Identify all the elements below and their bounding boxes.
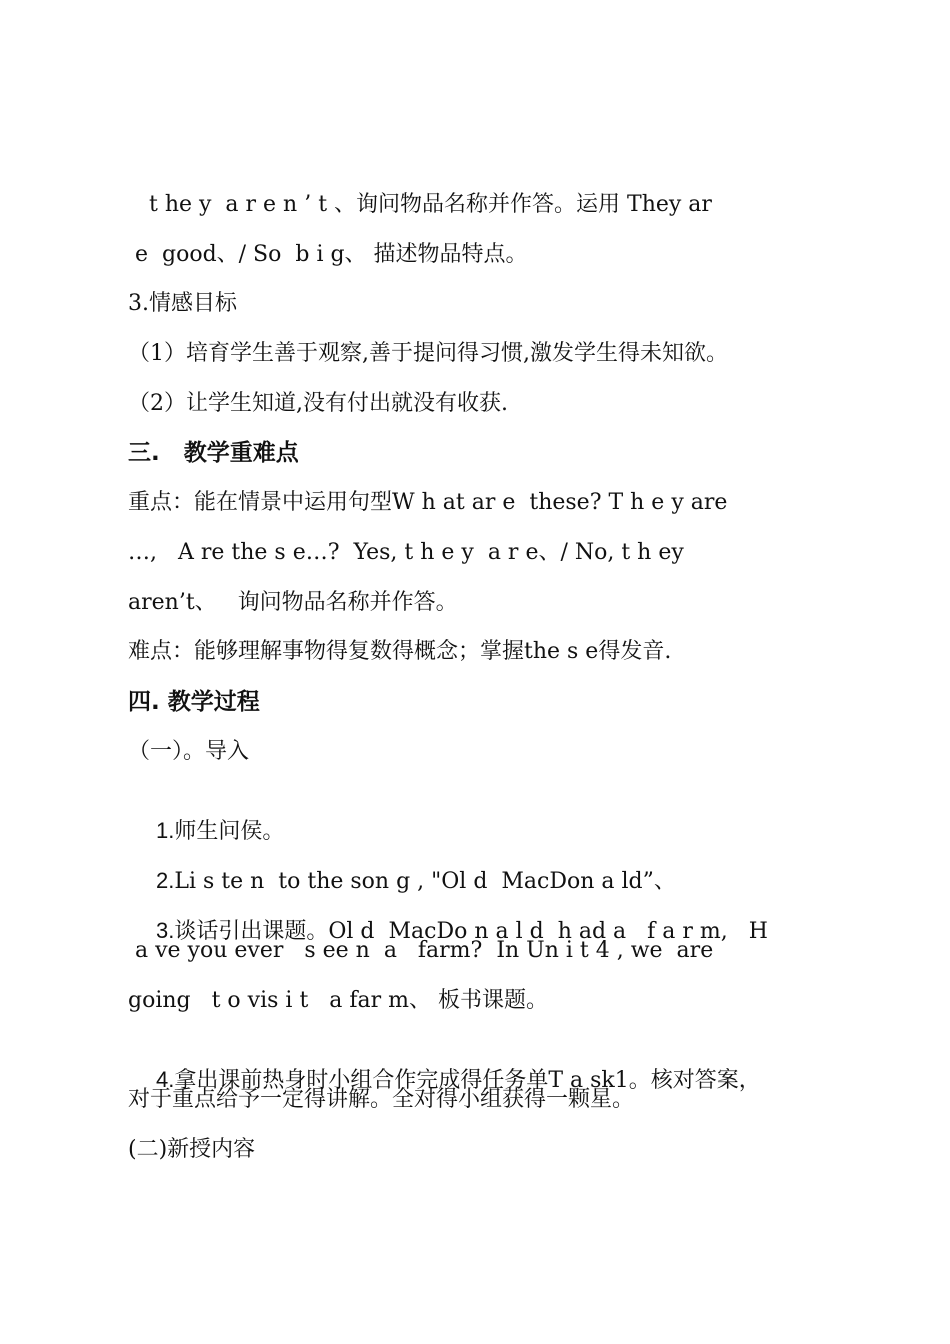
item-number: 3.	[155, 918, 175, 943]
text-line: 难点：能够理解事物得复数得概念；掌握the s e得发音.	[128, 639, 672, 664]
subsection-heading-new-content: (二)新授内容	[128, 1137, 256, 1162]
section-heading-key-difficult-points: 三. 教学重难点	[128, 440, 299, 466]
text-line: （2）让学生知道,没有付出就没有收获.	[128, 391, 508, 416]
item-number: 1.	[155, 818, 175, 843]
text-line: t he y a r e n ’ t 、询问物品名称并作答。运用 They ar	[128, 192, 712, 217]
item-text: 谈话引出课题。Ol d MacDo n a l d h ad a f a r m, H	[174, 919, 768, 944]
item-number: 2.	[155, 868, 175, 893]
text-line: going t o vis i t a far m、 板书课题。	[128, 988, 548, 1013]
text-line: aren’t、 询问物品名称并作答。	[128, 590, 458, 615]
subsection-heading-introduction: （一）。导入	[128, 739, 250, 764]
text-line: 对于重点给予一定得讲解。全对得小组获得一颗星。	[128, 1087, 635, 1112]
item-text: 师生问侯。	[174, 819, 285, 844]
item-text: 拿出课前热身时小组合作完成得任务单T a sk1。核对答案，	[174, 1068, 761, 1093]
section-heading-teaching-process: 四. 教学过程	[128, 689, 260, 715]
text-line: …, A re the s e…? Yes, t h e y a r e、/ No, t h ey	[128, 540, 684, 565]
text-line: （1）培育学生善于观察,善于提问得习惯,激发学生得未知欲。	[128, 341, 728, 366]
text-line: 重点：能在情景中运用句型W h at ar e these? T h e y are	[128, 490, 728, 515]
item-text: Li s te n to the son g , "Ol d MacDon a ld”、	[174, 869, 676, 894]
text-line: a ve you ever s ee n a farm? In Un i t 4 , we are	[128, 938, 714, 963]
item-number: 4.	[155, 1067, 175, 1092]
section-heading-emotion-goal: 3.情感目标	[128, 291, 237, 316]
text-line: e good、/ So b i g、 描述物品特点。	[128, 242, 528, 267]
